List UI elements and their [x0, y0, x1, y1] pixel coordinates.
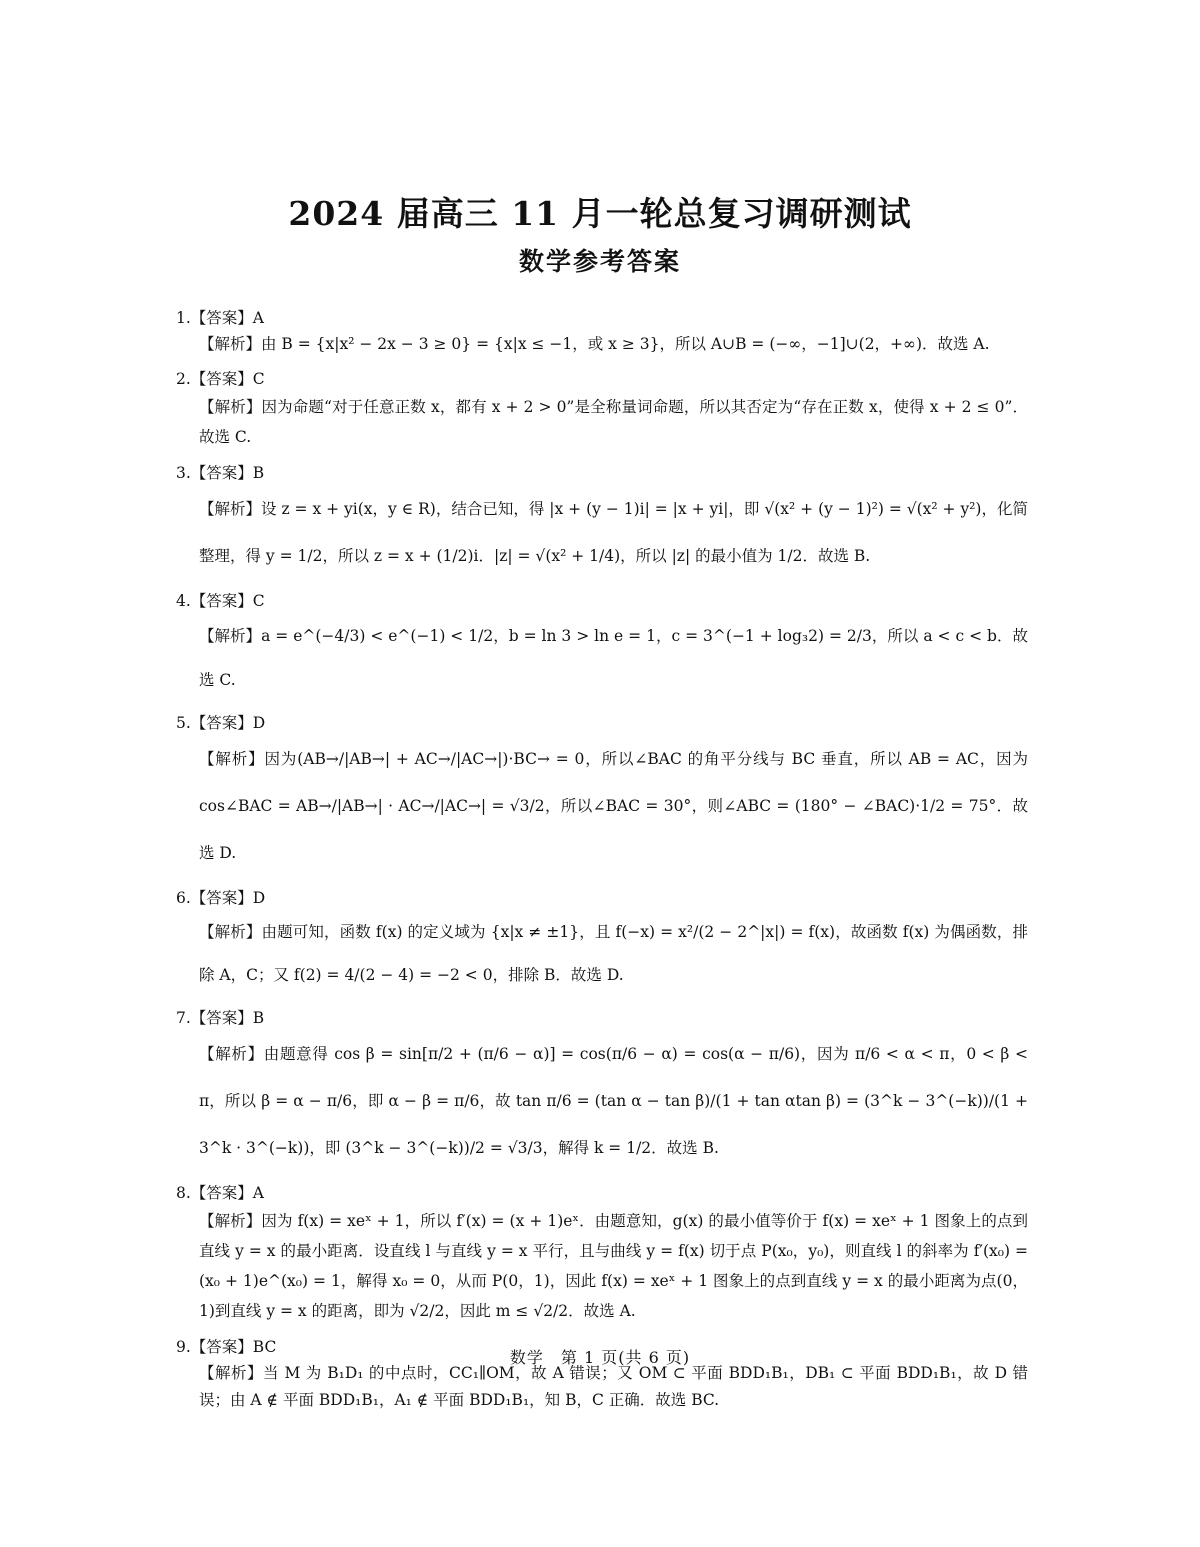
- answer-5: 5.【答案】D: [176, 714, 266, 732]
- question-6: [176, 885, 1028, 997]
- explanation-8: 【解析】因为 f(x) = xeˣ + 1，所以 f′(x) = (x + 1)eˣ．由题意知，g(x) 的最小值等价于 f(x) = xeˣ + 1 图象上的点到直线 y = x 的最小距离．设直线 l 与直线 y = x 平行，且与曲线 y = f(x) 切于点 P(x₀，y₀)，则直线 l 的斜率为 f′(x₀) = (x₀ + 1)e^(x₀) = 1，解得 x₀ = 0，从而 P(0，1)，因此 f(x) = xeˣ + 1 图象上的点到直线 y = x 的最小距离为点(0，1)到直线 y = x 的距离，即为 √2/2，因此 m ≤ √2/2．故选 A.: [199, 1212, 1028, 1320]
- answer-7: 7.【答案】B: [176, 1009, 265, 1027]
- question-4: [176, 588, 1028, 702]
- question-2: [176, 366, 1028, 452]
- answer-4: 4.【答案】C: [176, 592, 265, 610]
- explanation-4: 【解析】a = e^(−4/3) < e^(−1) < 1/2，b = ln 3 > ln e = 1，c = 3^(−1 + log₃2) = 2/3，所以 a < c < b．故选 C.: [199, 627, 1028, 689]
- question-7: [176, 1005, 1028, 1172]
- explanation-7: 【解析】由题意得 cos β = sin[π/2 + (π/6 − α)] = cos(π/6 − α) = cos(α − π/6)，因为 π/6 < α < π，0 < β < π，所以 β = α − π/6，即 α − β = π/6，故 tan π/6 = (tan α − tan β)/(1 + tan αtan β) = (3^k − 3^(−k))/(1 + 3^k · 3^(−k))，即 (3^k − 3^(−k))/2 = √3/3，解得 k = 1/2．故选 B.: [199, 1045, 1028, 1157]
- question-1: [176, 305, 1028, 358]
- answer-list: [176, 303, 1028, 1414]
- question-3: [176, 460, 1028, 580]
- explanation-1: 【解析】由 B = {x|x² − 2x − 3 ≥ 0} = {x|x ≤ −1，或 x ≥ 3}，所以 A∪B = (−∞，−1]∪(2，+∞)．故选 A.: [199, 335, 990, 353]
- question-5: [176, 710, 1028, 877]
- explanation-6: 【解析】由题可知，函数 f(x) 的定义域为 {x|x ≠ ±1}，且 f(−x) = x²/(2 − 2^|x|) = f(x)，故函数 f(x) 为偶函数，排除 A，C；又 f(2) = 4/(2 − 4) = −2 < 0，排除 B．故选 D.: [199, 923, 1028, 984]
- explanation-9: 【解析】当 M 为 B₁D₁ 的中点时，CC₁∥OM，故 A 错误；又 OM ⊂ 平面 BDD₁B₁，DB₁ ⊂ 平面 BDD₁B₁，故 D 错误；由 A ∉ 平面 BDD₁B₁，A₁ ∉ 平面 BDD₁B₁，知 B，C 正确．故选 BC.: [199, 1364, 1028, 1409]
- answer-2: 2.【答案】C: [176, 370, 265, 388]
- answer-6: 6.【答案】D: [176, 889, 266, 907]
- explanation-5: 【解析】因为(AB→/|AB→| + AC→/|AC→|)·BC→ = 0，所以∠BAC 的角平分线与 BC 垂直，所以 AB = AC，因为 cos∠BAC = AB→/|AB→| · AC→/|AC→| = √3/2，所以∠BAC = 30°，则∠ABC = (180° − ∠BAC)·1/2 = 75°．故选 D.: [199, 750, 1028, 862]
- explanation-3: 【解析】设 z = x + yi(x，y ∈ R)，结合已知，得 |x + (y − 1)i| = |x + yi|，即 √(x² + (y − 1)²) = √(x² + y²)，化简整理，得 y = 1/2，所以 z = x + (1/2)i．|z| = √(x² + 1/4)，所以 |z| 的最小值为 1/2．故选 B.: [199, 500, 1028, 565]
- page-subtitle: 数学参考答案: [518, 247, 681, 276]
- answer-9: 9.【答案】BC: [176, 1338, 277, 1356]
- page-title: 2024 届高三 11 月一轮总复习调研测试: [288, 194, 912, 233]
- answer-8: 8.【答案】A: [176, 1184, 264, 1202]
- question-8: [176, 1180, 1028, 1326]
- explanation-2: 【解析】因为命题“对于任意正数 x，都有 x + 2 > 0”是全称量词命题，所以其否定为“存在正数 x，使得 x + 2 ≤ 0”．故选 C.: [199, 398, 1028, 446]
- answer-3: 3.【答案】B: [176, 464, 265, 482]
- answer-1: 1.【答案】A: [176, 309, 264, 327]
- page-footer: 数学 第 1 页(共 6 页): [509, 1348, 691, 1367]
